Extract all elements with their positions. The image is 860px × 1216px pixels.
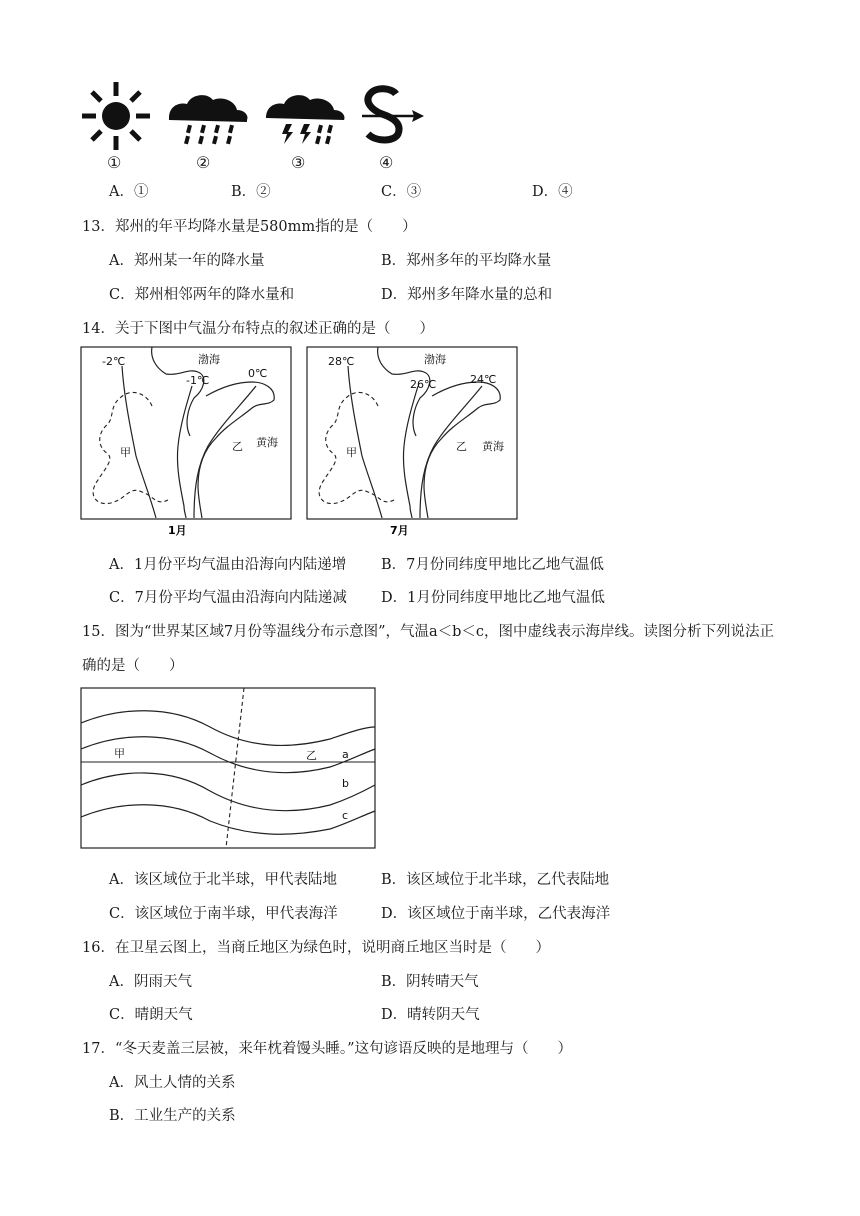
symbol-number-2: ② [196, 153, 211, 172]
isotherm-diagram-world-region [80, 687, 376, 849]
jul-isotherm-label-2: 26℃ [410, 378, 437, 391]
q13-option-b[interactable]: B．郑州多年的平均降水量 [381, 253, 552, 269]
thunderstorm-cloud-icon [262, 92, 346, 146]
q17-option-b[interactable]: B．工业生产的关系 [109, 1108, 236, 1124]
q14-stem: 14．关于下图中气温分布特点的叙述正确的是（ ） [82, 321, 434, 337]
q15-option-c[interactable]: C．该区域位于南半球，甲代表海洋 [109, 906, 338, 922]
q13-option-c[interactable]: C．郑州相邻两年的降水量和 [109, 287, 295, 303]
wind-arrow-icon [358, 84, 426, 148]
jan-isotherm-label-1: -2℃ [102, 355, 126, 368]
q15-label-a: a [342, 748, 349, 761]
q12-option-a[interactable]: A．① [109, 184, 149, 200]
jan-place-jia: 甲 [120, 446, 131, 459]
q14-option-c[interactable]: C．7月份平均气温由沿海向内陆递减 [109, 590, 347, 606]
q15-label-jia: 甲 [114, 747, 125, 760]
q15-option-b[interactable]: B．该区域位于北半球，乙代表陆地 [381, 872, 610, 888]
q14-option-a[interactable]: A．1月份平均气温由沿海向内陆递增 [109, 557, 347, 573]
q16-option-d[interactable]: D．晴转阴天气 [381, 1007, 480, 1023]
jul-caption: 7月 [390, 524, 409, 537]
isotherm-map-january [80, 346, 292, 538]
jan-place-yi: 乙 [232, 440, 243, 453]
jan-isotherm-label-3: 0℃ [248, 367, 268, 380]
q15-stem-line2: 确的是（ ） [82, 658, 184, 674]
symbol-number-3: ③ [291, 153, 306, 172]
jul-place-jia: 甲 [346, 446, 357, 459]
jul-isotherm-label-1: 28℃ [328, 355, 355, 368]
sun-icon [80, 80, 152, 152]
q16-option-a[interactable]: A．阴雨天气 [109, 974, 192, 990]
isotherm-map-july [306, 346, 518, 538]
symbol-number-1: ① [107, 153, 122, 172]
q12-option-c[interactable]: C．③ [381, 184, 422, 200]
q17-stem: 17．“冬天麦盖三层被，来年枕着馒头睡。”这句谚语反映的是地理与（ ） [82, 1041, 573, 1057]
rain-cloud-icon [165, 92, 249, 146]
q13-option-a[interactable]: A．郑州某一年的降水量 [109, 253, 265, 269]
jul-sea-east: 黄海 [482, 440, 504, 453]
q16-option-c[interactable]: C．晴朗天气 [109, 1007, 193, 1023]
jan-sea-east: 黄海 [256, 436, 278, 449]
q15-label-yi: 乙 [306, 749, 317, 762]
q15-option-d[interactable]: D．该区域位于南半球，乙代表海洋 [381, 906, 611, 922]
jul-place-yi: 乙 [456, 440, 467, 453]
q13-option-d[interactable]: D．郑州多年降水量的总和 [381, 287, 553, 303]
q12-option-d[interactable]: D．④ [532, 184, 573, 200]
q15-stem-line1: 15．图为“世界某区域7月份等温线分布示意图”，气温a＜b＜c，图中虚线表示海岸线。读图分析下列说法正 [82, 624, 775, 640]
q16-stem: 16．在卫星云图上，当商丘地区为绿色时，说明商丘地区当时是（ ） [82, 940, 550, 956]
q14-option-b[interactable]: B．7月份同纬度甲地比乙地气温低 [381, 557, 604, 573]
q14-option-d[interactable]: D．1月份同纬度甲地比乙地气温低 [381, 590, 605, 606]
jan-caption: 1月 [168, 524, 187, 537]
jul-sea-north: 渤海 [424, 353, 446, 366]
q15-label-b: b [342, 777, 349, 790]
q15-option-a[interactable]: A．该区域位于北半球，甲代表陆地 [109, 872, 337, 888]
q17-option-a[interactable]: A．风土人情的关系 [109, 1075, 236, 1091]
jan-sea-north: 渤海 [198, 353, 220, 366]
symbol-number-4: ④ [379, 153, 394, 172]
jul-isotherm-label-3: 24℃ [470, 373, 497, 386]
q15-label-c: c [342, 809, 349, 822]
q12-option-b[interactable]: B．② [231, 184, 271, 200]
q16-option-b[interactable]: B．阴转晴天气 [381, 974, 479, 990]
jan-isotherm-label-2: -1℃ [186, 374, 210, 387]
q13-stem: 13．郑州的年平均降水量是580mm指的是（ ） [82, 219, 417, 235]
